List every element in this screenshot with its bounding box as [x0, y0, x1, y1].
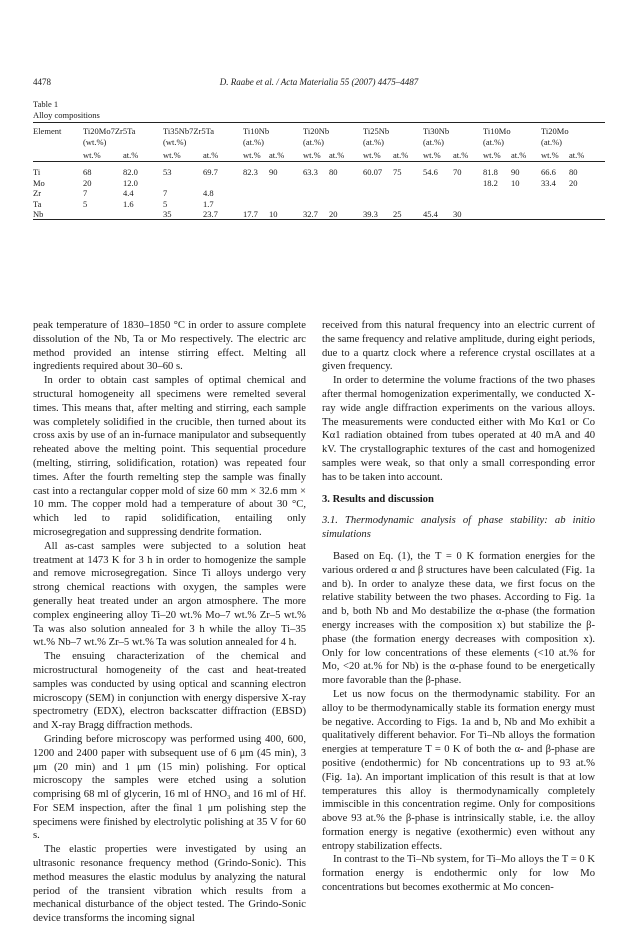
- table-cell: 75: [393, 167, 402, 177]
- alloy-unit: (at.%): [541, 137, 563, 147]
- section-heading: 3. Results and discussion: [322, 493, 434, 505]
- left-column: [33, 319, 306, 926]
- unit-subheader: at.%: [269, 150, 285, 160]
- journal-citation: D. Raabe et al. / Acta Materialia 55 (2007) 4475–4487: [219, 77, 419, 87]
- table-cell: 70: [453, 167, 462, 177]
- unit-subheader: at.%: [393, 150, 409, 160]
- alloy-unit: (at.%): [423, 137, 445, 147]
- table-cell: 90: [269, 167, 278, 177]
- table-cell: 53: [163, 167, 172, 177]
- table-cell: 5: [83, 198, 88, 209]
- paragraph: All as-cast samples were subjected to a solution heat treatment at 1473 K for 3 h in order to homogenize the sample and remove microsegregation. Since Ti alloys undergo very strong chemical reactions with oxygen, the samples were generally heat treated under an argon atmosphere. The more complex engineering alloy Ti–20 wt.% Mo–7 wt.% Zr–5 wt.% Ta was also solution annealed for 3 h while the alloy Ti–35 wt.% Nb–7 wt.% Zr–5 wt.% Ta was solution annealed for 4 h.: [33, 540, 306, 649]
- table-cell: 45.4: [423, 209, 438, 219]
- table-cell: 5: [163, 198, 168, 209]
- composition-table: [33, 122, 605, 222]
- unit-subheader: wt.%: [303, 150, 321, 160]
- table-cell: 17.7: [243, 209, 258, 219]
- unit-subheader: at.%: [203, 150, 219, 160]
- table-row-element: Ta: [33, 198, 42, 209]
- table-bottom-rule: [33, 219, 605, 220]
- paragraph: Let us now focus on the thermodynamic stability. For an alloy to be thermodynamically stable its formation energy must be negative. According to Figs. 1a and b, Nb and Mo exhibit a qualitatively different behavior. For Ti–Nb alloys the formation energies at temperature T = 0 K of both the α- and β-phase are positive (endothermic) for Nb concentrations up to 93 at.% (Fig. 1a). An important implication of this result is that at low temperatures this alloy is thermodynamically completely immiscible in this concentration regime. Only for compositions above 93 at.% the β-phase is intrinsically stable, i.e. the alloy formation energy is negative (exothermic) even without any entropy stabilization effects.: [322, 688, 595, 852]
- table-cell: 7: [163, 188, 168, 198]
- table-top-rule: [33, 122, 605, 123]
- alloy-header: Ti20Nb: [303, 126, 330, 136]
- table-cell: 60.07: [363, 167, 383, 177]
- table-cell: 20: [329, 209, 338, 219]
- table-cell: 4.8: [203, 188, 214, 198]
- subsection-heading: 3.1. Thermodynamic analysis of phase stability: ab initio simulations: [322, 515, 595, 541]
- alloy-header: Ti20Mo7Zr5Ta: [83, 126, 136, 136]
- paragraph: In contrast to the Ti–Nb system, for Ti–Mo alloys the T = 0 K formation energy is endothermic only for low Mo concentrations but becomes exothermic at Mo concen-: [322, 854, 595, 894]
- table-row-element: Ti: [33, 167, 41, 177]
- alloy-header: Ti10Mo: [483, 126, 511, 136]
- unit-subheader: at.%: [569, 150, 585, 160]
- table-cell: 23.7: [203, 209, 218, 219]
- unit-subheader: wt.%: [423, 150, 441, 160]
- alloy-unit: (at.%): [483, 137, 505, 147]
- alloy-header: Ti25Nb: [363, 126, 390, 136]
- table-cell: 68: [83, 167, 92, 177]
- table-caption: [33, 99, 100, 121]
- table-cell: 20: [83, 177, 92, 188]
- table-cell: 63.3: [303, 167, 318, 177]
- table-cell: 54.6: [423, 167, 438, 177]
- paragraph: received from this natural frequency into an electric current of the same frequency and relative amplitude, during eight periods, due to a quartz clock where a reference crystal oscillates at a given frequency.: [322, 320, 595, 373]
- table-cell: 20: [569, 177, 578, 188]
- unit-subheader: wt.%: [483, 150, 501, 160]
- table-cell: 80: [569, 167, 578, 177]
- table-cell: 39.3: [363, 209, 378, 219]
- alloy-header: Ti35Nb7Zr5Ta: [163, 126, 215, 136]
- unit-subheader: at.%: [123, 150, 139, 160]
- table-cell: 66.6: [541, 167, 556, 177]
- right-column: [322, 319, 595, 895]
- alloy-header: Ti10Nb: [243, 126, 270, 136]
- table-cell: 30: [453, 209, 462, 219]
- table-cell: 12.0: [123, 177, 138, 188]
- table-cell: 18.2: [483, 177, 498, 188]
- table-cell: 32.7: [303, 209, 318, 219]
- table-cell: 82.0: [123, 167, 138, 177]
- table-cell: 80: [329, 167, 338, 177]
- alloy-unit: (wt.%): [163, 137, 187, 147]
- table-cell: 90: [511, 167, 520, 177]
- table-row-element: Nb: [33, 209, 44, 219]
- unit-subheader: wt.%: [163, 150, 181, 160]
- alloy-unit: (at.%): [303, 137, 325, 147]
- alloy-unit: (wt.%): [83, 137, 107, 147]
- table-cell: 82.3: [243, 167, 258, 177]
- table-cell: 7: [83, 188, 88, 198]
- unit-subheader: wt.%: [541, 150, 559, 160]
- page-number: 4478: [33, 77, 51, 87]
- table-cell: 69.7: [203, 167, 218, 177]
- unit-subheader: wt.%: [243, 150, 261, 160]
- table-element-header: Element: [33, 126, 62, 136]
- paragraph: The elastic properties were investigated by using an ultrasonic resonance frequency method (Grindo-Sonic). This method measures the elastic modulus by analyzing the natural period of the transient vibration which results from a mechanical disturbance of the object tested. The Grindo-Sonic device transforms the incoming signal: [33, 844, 306, 925]
- paragraph: The ensuing characterization of the chemical and microstructural homogeneity of the cast and heat-treated samples was conducted by using optical and scanning electron microscopy (SEM) in conjunction with energy dispersive X-ray spectrometry (EDX), electron backscatter diffraction (EBSD) and X-ray Bragg diffraction methods.: [33, 651, 306, 732]
- table-row-element: Mo: [33, 177, 45, 188]
- table-cell: 25: [393, 209, 402, 219]
- table-title: Alloy compositions: [33, 110, 100, 120]
- unit-subheader: at.%: [511, 150, 527, 160]
- alloy-unit: (at.%): [363, 137, 385, 147]
- table-cell: 10: [269, 209, 278, 219]
- paragraph: peak temperature of 1830–1850 °C in order to assure complete dissolution of the Nb, Ta or Mo respectively. The electric arc method provided an intense stirring effect. Melting all ingredients required about 30–60 s.: [33, 320, 306, 373]
- alloy-header: Ti20Mo: [541, 126, 569, 136]
- table-cell: 4.4: [123, 188, 134, 198]
- paragraph: In order to determine the volume fractions of the two phases after thermal homogenization experimentally, we conducted X-ray wide angle diffraction experiments on the various alloys. The measurements were conducted either with Mo Kα1 or Co Kα1 radiation obtained from tubes operated at 40 mA and 40 kV. The crystallographic textures of the cast and homogenized samples were weak, so that only a small corresponding error has to be taken into account.: [322, 375, 595, 483]
- unit-subheader: at.%: [453, 150, 469, 160]
- paragraph: Based on Eq. (1), the T = 0 K formation energies for the various ordered α and β structures have been calculated (Fig. 1a and b). In order to analyze these data, we first focus on the relative stability between the two phases. According to Fig. 1a and b, both Nb and Mo destabilize the α-phase (the formation energy increases with the composition x) but stabilize the β-phase (the formation energy decreases with composition x). Only for low concentrations of these elements (<10 at.% for Mo, <20 at.% for Nb) is the α-phase found to be energetically more favorable than the β-phase.: [322, 550, 595, 687]
- paragraph: Grinding before microscopy was performed using 400, 600, 1200 and 2400 paper with subsequent use of 6 μm (45 min), 3 μm (20 min) and 1 μm (15 min) polishing. For optical microscopy the samples were etched using a solution comprising 68 ml of glycerin, 16 ml of HNO₃ and 16 ml of Hf. For SEM inspection, after the final 1 μm polishing step the specimens were finished by electrolytic polishing at 35 V for 60 s.: [33, 733, 306, 842]
- paragraph: In order to obtain cast samples of optimal chemical and structural homogeneity all specimens were remelted several times. This means that, after melting and stirring, each sample was completely solidified in the crucible, then turned about its cross axis by use of an in-furnace manipulator and subsequently reheated above the melting point. This sequential procedure (melting, stirring, solidification, rotation) was repeated four times. After the fourth remelting step the sample was finally cast into a rectangular copper mold of size 60 mm × 32.6 mm × 10 mm. The copper mold had a temperature of about 30 °C, which led to rapid solidification, entailing only microsegregation and suppressing dendrite formation.: [33, 375, 306, 538]
- table-cell: 33.4: [541, 177, 556, 188]
- table-cell: 81.8: [483, 167, 498, 177]
- table-cell: 35: [163, 209, 172, 219]
- table-cell: 1.6: [123, 198, 134, 209]
- table-cell: 10: [511, 177, 520, 188]
- table-label: Table 1: [33, 99, 59, 109]
- table-row-element: Zr: [33, 188, 42, 198]
- alloy-unit: (at.%): [243, 137, 265, 147]
- table-cell: 1.7: [203, 198, 214, 209]
- unit-subheader: at.%: [329, 150, 345, 160]
- table-header-rule: [33, 161, 605, 162]
- unit-subheader: wt.%: [83, 150, 101, 160]
- alloy-header: Ti30Nb: [423, 126, 450, 136]
- unit-subheader: wt.%: [363, 150, 381, 160]
